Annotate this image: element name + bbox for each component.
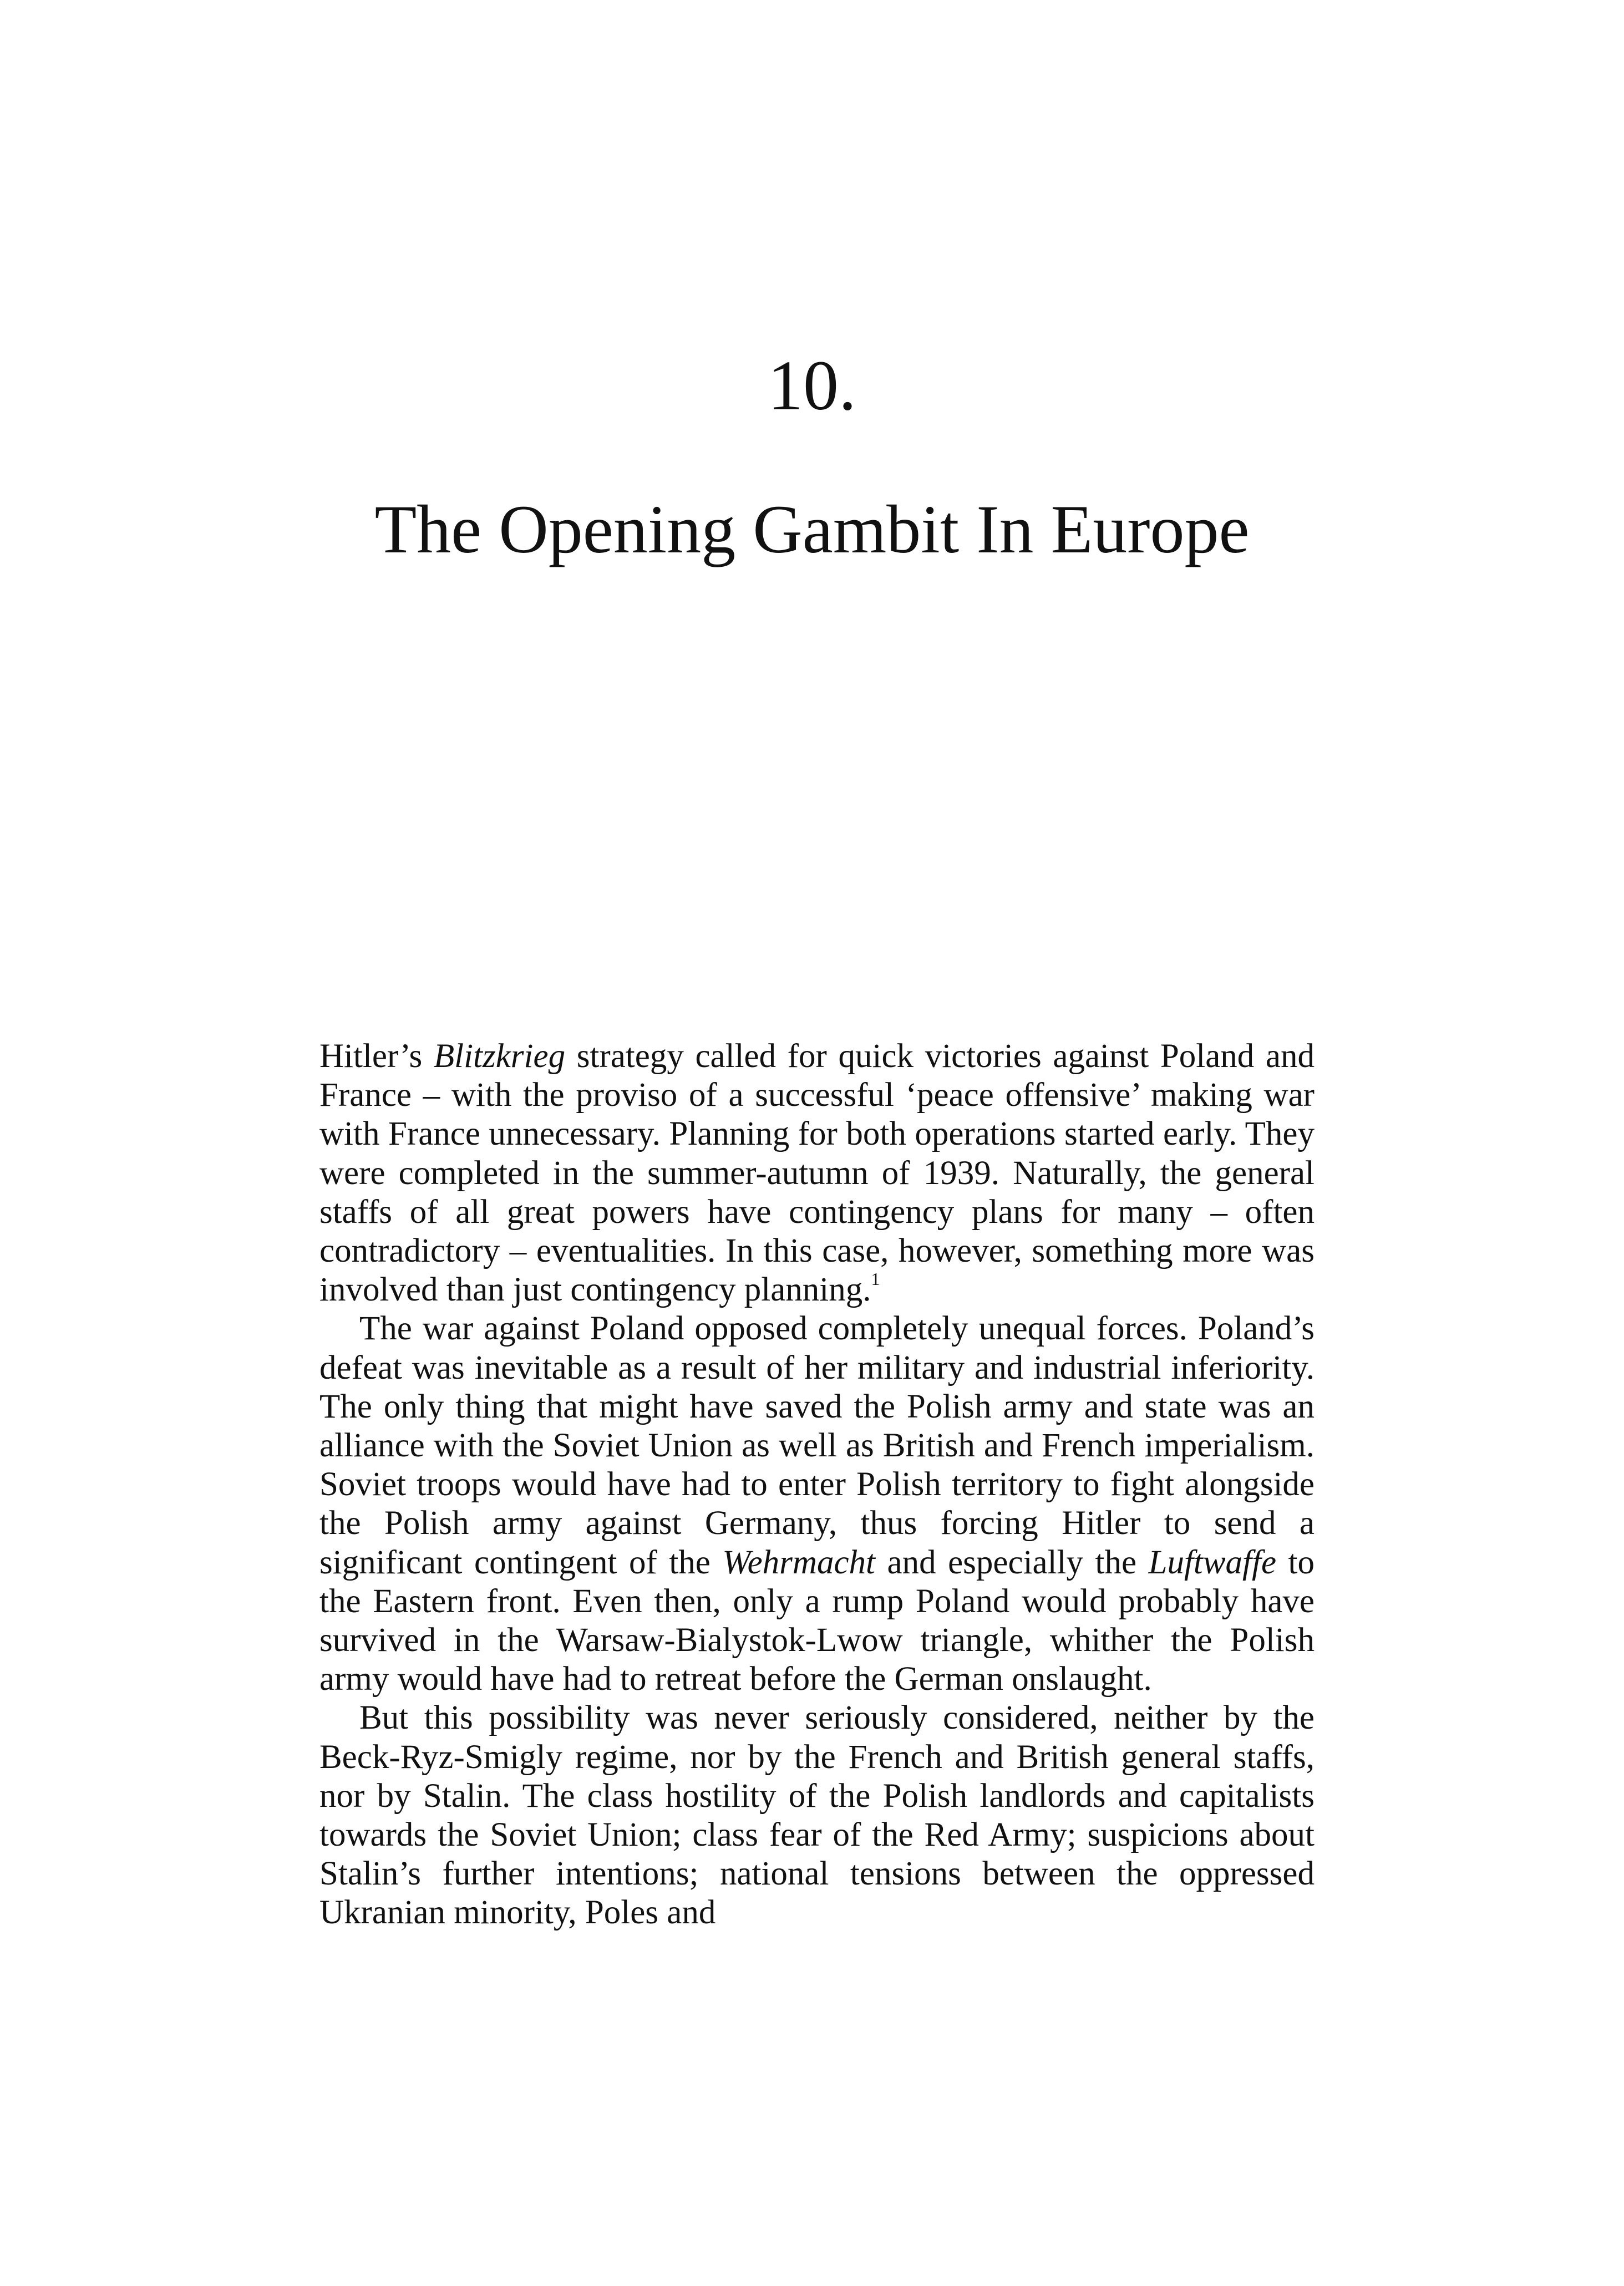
paragraph-text: Hitler’s	[319, 1038, 434, 1075]
paragraph-text: and especially the	[875, 1543, 1149, 1581]
italic-term: Wehrmacht	[722, 1543, 875, 1581]
body-text	[319, 1037, 1315, 1933]
paragraph-text: to the Eastern front. Even then, only a rump Poland would probably have survived in the Warsaw-Bialystok-Lwow triangle, whither the Polish army would have had to retreat before the German onslaught.	[319, 1543, 1315, 1698]
paragraph-text: But this possibility was never seriously considered, neither by the Beck-Ryz-Smigly regime, nor by the French and British general staffs, nor by Stalin. The class hostility of the Polish landlords and capitalists towards the Soviet Union; class fear of the Red Army; suspicions about Stalin’s further intentions; national tensions between the oppressed Ukranian minority, Poles and	[319, 1699, 1315, 1932]
chapter-number: 10.	[768, 346, 856, 425]
chapter-title: The Opening Gambit In Europe	[374, 491, 1250, 567]
body-paragraph	[319, 1037, 1315, 1309]
body-paragraph	[319, 1309, 1315, 1699]
paragraph-text: strategy called for quick victories against Poland and France – with the proviso of a successful ‘peace offensive’ making war with France unnecessary. Planning for both operations started early. They were completed in the summer-autumn of 1939. Naturally, the general staffs of all great powers have contingency plans for many – often contradictory – eventualities. In this case, however, something more was involved than just contingency planning.	[319, 1038, 1315, 1309]
italic-term: Luftwaffe	[1148, 1543, 1277, 1581]
body-paragraph	[319, 1699, 1315, 1932]
footnote-marker: 1	[871, 1269, 880, 1289]
paragraph-text: The war against Poland opposed completely unequal forces. Poland’s defeat was inevitable as a result of her military and industrial inferiority. The only thing that might have saved the Polish army and state was an alliance with the Soviet Union as well as British and French imperialism. Soviet troops would have had to enter Polish territory to fight alongside the Polish army against Germany, thus forcing Hitler to send a significant contingent of the	[319, 1310, 1315, 1581]
italic-term: Blitzkrieg	[433, 1038, 566, 1075]
